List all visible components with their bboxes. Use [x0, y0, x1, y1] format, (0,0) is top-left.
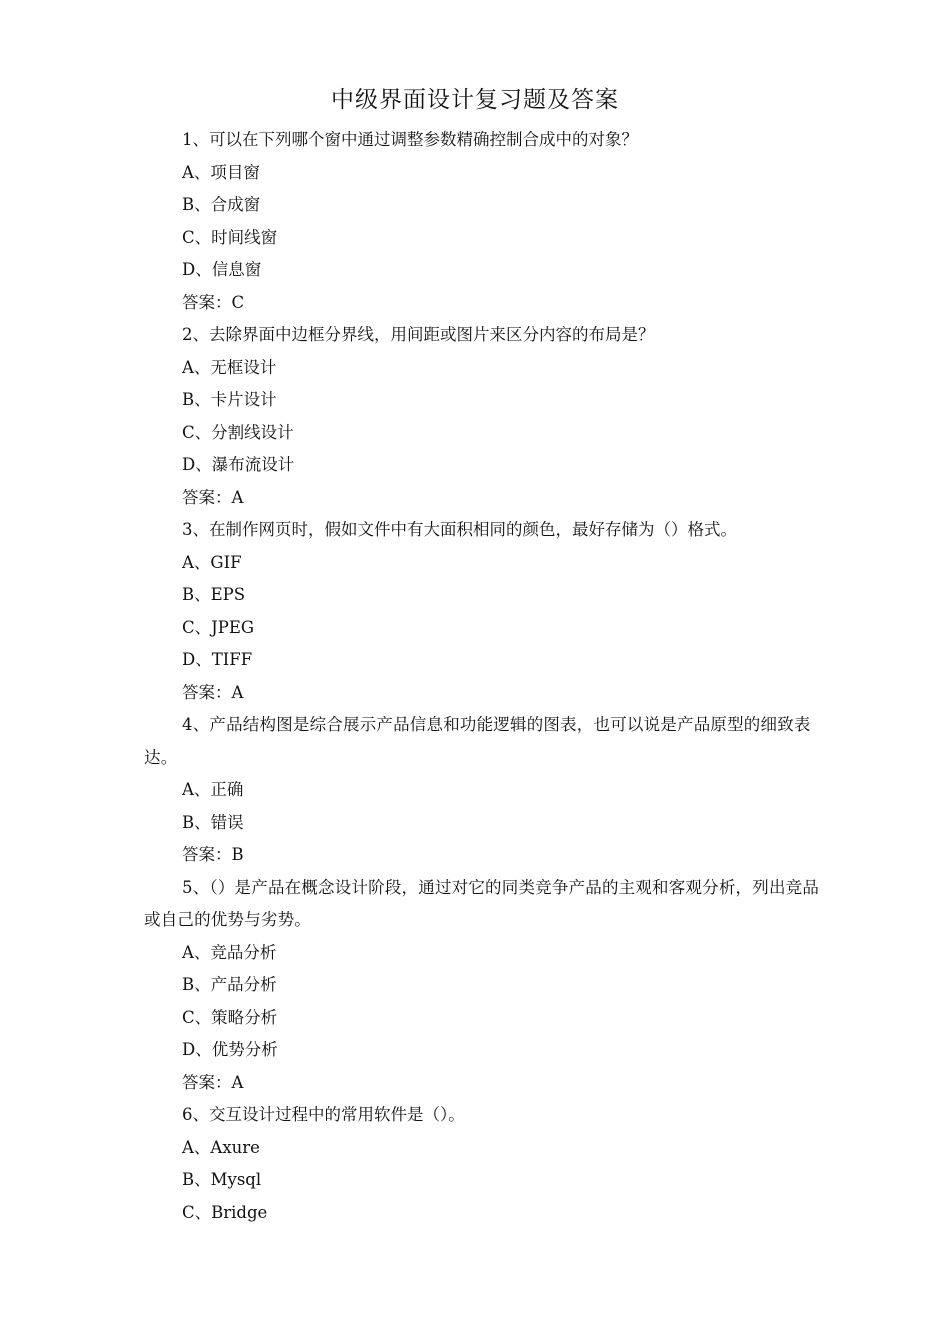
option-a: A、正确 — [182, 780, 244, 799]
question-text: 1、可以在下列哪个窗中通过调整参数精确控制合成中的对象？ — [182, 130, 638, 149]
answer: 答案：B — [182, 845, 244, 864]
question-5 — [144, 872, 826, 1100]
question-text: 2、去除界面中边框分界线，用间距或图片来区分内容的布局是？ — [182, 325, 655, 344]
option-a: A、项目窗 — [182, 162, 260, 182]
question-3 — [144, 514, 826, 709]
option-c: C、JPEG — [182, 617, 255, 637]
option-a: A、竞品分析 — [182, 942, 277, 962]
answer: 答案：C — [182, 292, 245, 312]
question-6 — [144, 1099, 826, 1229]
option-c: C、时间线窗 — [182, 227, 278, 247]
page-title: 中级界面设计复习题及答案 — [331, 87, 619, 113]
option-b: B、EPS — [182, 585, 246, 604]
option-b: B、产品分析 — [182, 975, 277, 994]
option-c: C、策略分析 — [182, 1007, 278, 1027]
question-4 — [144, 709, 826, 872]
question-text: 3、在制作网页时，假如文件中有大面积相同的颜色，最好存储为（）格式。 — [182, 520, 737, 539]
question-1 — [144, 124, 826, 319]
option-d: D、优势分析 — [182, 1040, 278, 1059]
option-b: B、Mysql — [182, 1170, 262, 1189]
question-text: 5、（）是产品在概念设计阶段，通过对它的同类竞争产品的主观和客观分析，列出竞品或自己的优势与劣势。 — [144, 877, 820, 929]
option-b: B、错误 — [182, 812, 244, 832]
question-text: 4、产品结构图是综合展示产品信息和功能逻辑的图表，也可以说是产品原型的细致表达。 — [144, 715, 811, 767]
option-d: D、瀑布流设计 — [182, 455, 295, 474]
answer: 答案：A — [182, 1072, 244, 1092]
option-b: B、卡片设计 — [182, 390, 277, 409]
option-a: A、Axure — [182, 1137, 260, 1157]
option-a: A、无框设计 — [182, 357, 277, 377]
option-c: C、Bridge — [182, 1202, 268, 1222]
option-d: D、TIFF — [182, 650, 253, 669]
question-text: 6、交互设计过程中的常用软件是（）。 — [182, 1105, 465, 1124]
question-list — [144, 124, 826, 1229]
option-a: A、GIF — [182, 552, 242, 572]
option-b: B、合成窗 — [182, 195, 261, 214]
answer: 答案：A — [182, 487, 244, 507]
option-c: C、分割线设计 — [182, 422, 294, 442]
option-d: D、信息窗 — [182, 260, 262, 279]
answer: 答案：A — [182, 682, 244, 702]
question-2 — [144, 319, 826, 514]
